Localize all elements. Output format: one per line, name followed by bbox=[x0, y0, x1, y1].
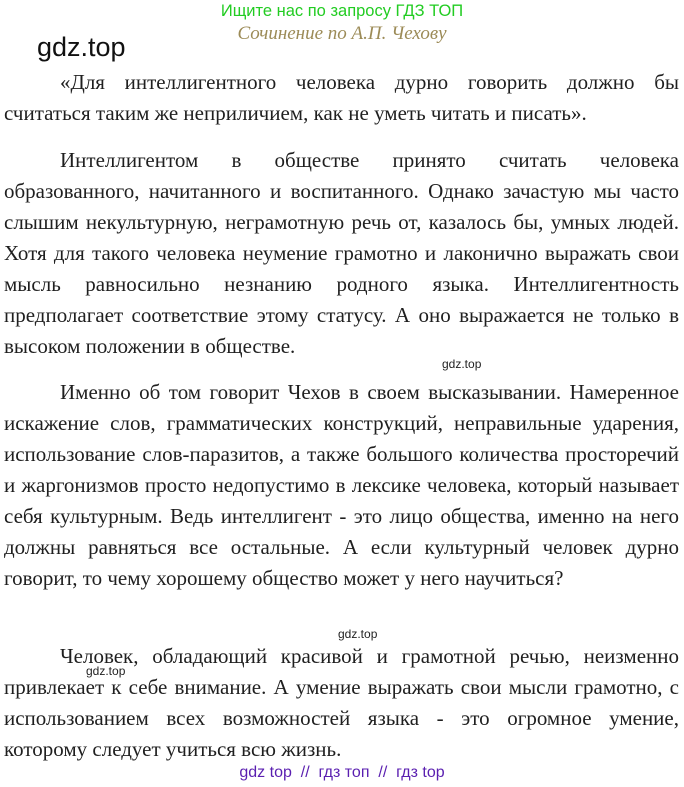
paragraph: Человек, обладающий красивой и грамотной речью, неизменно привлекает к себе внимание. А умение выражать свои мысли грамотно, с использованием всех возможностей языка - это огромное умение, которому следует учиться всю жизнь. bbox=[4, 644, 679, 761]
paragraph: Интеллигентом в обществе принято считать человека образованного, начитанного и воспитанного. Однако зачастую мы часто слышим некультурную, неграмотную речь от, казалось бы, умных людей. Хотя для такого человека неумение грамотно и лаконично выражать свои мысль равносильно незнанию родного языка. Интеллигентность предполагает соответствие этому статусу. А оно выражается не только в высоком положении в обществе. bbox=[4, 148, 679, 358]
paragraph: Именно об том говорит Чехов в своем высказывании. Намеренное искажение слов, грамматических конструкций, неправильные ударения, использование слов-паразитов, а также большого количества просторечий и жаргонизмов просто недопустимо в лексике человека, который называет себя культурным. Ведь интеллигент - это лицо общества, именно на него должны равняться все остальные. А если культурный человек дурно говорит, то чему хорошему общество может у него научиться? bbox=[4, 380, 679, 590]
search-banner: Ищите нас по запросу ГДЗ ТОП bbox=[220, 2, 464, 20]
watermark: gdz.top bbox=[338, 627, 378, 641]
essay-subtitle: Сочинение по А.П. Чехову bbox=[237, 23, 447, 44]
watermark: gdz.top bbox=[442, 357, 482, 371]
paragraph-quote: «Для интеллигентного человека дурно говорить должно бы считаться таким же неприличием, как не уметь читать и писать». bbox=[4, 70, 679, 125]
site-logo: gdz.top bbox=[37, 32, 126, 62]
footer-watermark: gdz top // гдз топ // гдз top bbox=[239, 764, 445, 781]
watermark: gdz.top bbox=[86, 664, 126, 678]
